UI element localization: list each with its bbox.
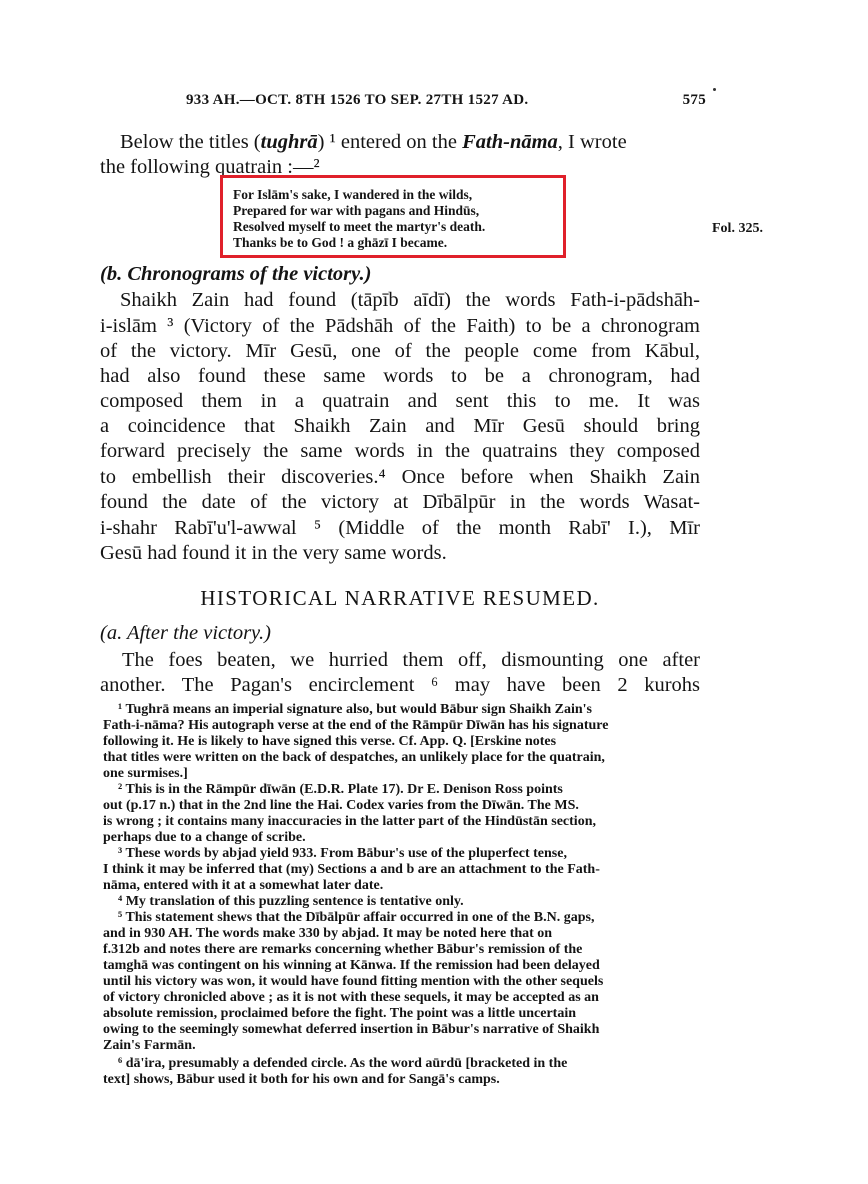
footnote-line: is wrong ; it contains many inaccuracies in the latter part of the Hindūstān section, xyxy=(103,814,596,829)
body-line: forward precisely the same words in the quatrains they composed xyxy=(100,440,700,462)
body-line: composed them in a quatrain and sent this to me. It was xyxy=(100,390,700,412)
footnote-line: of victory chronicled above ; as it is not with these sequels, it may be accepted as an xyxy=(103,990,599,1005)
footnote-line: tamghā was contingent on his winning at Kānwa. If the remission had been delayed xyxy=(103,958,600,973)
intro-line-1 xyxy=(120,130,700,155)
body-line: to embellish their discoveries.⁴ Once before when Shaikh Zain xyxy=(100,466,700,488)
footnote-line: ⁵ This statement shews that the Dībālpūr affair occurred in one of the B.N. gaps, xyxy=(118,910,595,925)
body-line: had also found these same words to be a chronogram, had xyxy=(100,365,700,387)
footnote-line: one surmises.] xyxy=(103,766,188,781)
footnote-line: I think it may be inferred that (my) Sections a and b are an attachment to the Fath- xyxy=(103,862,600,877)
footnote-line: ³ These words by abjad yield 933. From Bābur's use of the pluperfect tense, xyxy=(118,846,567,861)
quatrain-line: Thanks be to God ! a ghāzī I became. xyxy=(233,235,448,250)
footnote-line: ¹ Tughrā means an imperial signature also, but would Bābur sign Shaikh Zain's xyxy=(118,702,592,717)
page-number: 575 xyxy=(682,92,706,108)
running-head-title: 933 AH.—OCT. 8TH 1526 TO SEP. 27TH 1527 AD. xyxy=(186,92,529,108)
footnote-line: ² This is in the Rāmpūr dīwān (E.D.R. Plate 17). Dr E. Denison Ross points xyxy=(118,782,563,797)
footnote-line: following it. He is likely to have signed this verse. Cf. App. Q. [Erskine notes xyxy=(103,734,557,749)
footnote-line: perhaps due to a change of scribe. xyxy=(103,830,306,845)
body-line: a coincidence that Shaikh Zain and Mīr Gesū should bring xyxy=(100,415,700,437)
footnote-line: ⁴ My translation of this puzzling sentence is tentative only. xyxy=(118,894,464,909)
footnote-line: that titles were written on the back of despatches, an unlikely place for the quatrain, xyxy=(103,750,605,765)
intro-tughra: tughrā xyxy=(260,131,318,153)
footnote-line: absolute remission, proclaimed before the fight. The point was a little uncertain xyxy=(103,1006,577,1021)
intro-text: ) ¹ entered on the xyxy=(317,131,463,153)
footnote-line: text] shows, Bābur used it both for his own and for Sangā's camps. xyxy=(103,1072,500,1087)
footnote-line: nāma, entered with it at a somewhat later date. xyxy=(103,878,384,893)
footnote-line: Fath-i-nāma? His autograph verse at the end of the Rāmpūr Dīwān has his signature xyxy=(103,718,609,733)
running-head xyxy=(186,92,706,109)
body-line: of the victory. Mīr Gesū, one of the people come from Kābul, xyxy=(100,340,700,362)
intro-fathnama: Fath-nāma xyxy=(462,131,558,153)
footnote-line: out (p.17 n.) that in the 2nd line the Hai. Codex varies from the Dīwān. The MS. xyxy=(103,798,579,813)
section-b-heading: (b. Chronograms of the victory.) xyxy=(100,263,372,285)
body-line: another. The Pagan's encirclement ⁶ may have been 2 kurohs xyxy=(100,674,700,696)
ink-speck xyxy=(713,88,716,91)
body-line: i-shahr Rabī'u'l-awwal ⁵ (Middle of the month Rabī' I.), Mīr xyxy=(100,517,700,539)
footnote-line: f.312b and notes there are remarks concerning whether Bābur's remission of the xyxy=(103,942,583,957)
footnote-line: ⁶ dā'ira, presumably a defended circle. As the word aūrdū [bracketed in the xyxy=(118,1056,568,1071)
footnote-line: and in 930 AH. The words make 330 by abjad. It may be noted here that on xyxy=(103,926,553,941)
body-line: Shaikh Zain had found (tāpīb aīdī) the words Fath-i-pādshāh- xyxy=(120,289,700,311)
footnote-line: until his victory was won, it would have found fitting mention with the other sequels xyxy=(103,974,604,989)
intro-text: Below the titles ( xyxy=(120,131,261,153)
body-line: i-islām ³ (Victory of the Pādshāh of the Faith) to be a chronogram xyxy=(100,315,700,337)
footnote-line: owing to the seemingly somewhat deferred insertion in Bābur's narrative of Shaikh xyxy=(103,1022,600,1037)
footnote-line: Zain's Farmān. xyxy=(103,1038,196,1053)
body-line: The foes beaten, we hurried them off, dismounting one after xyxy=(122,649,700,671)
margin-note: Fol. 325. xyxy=(712,221,763,236)
quatrain-line: For Islām's sake, I wandered in the wilds, xyxy=(233,187,473,202)
section-heading: HISTORICAL NARRATIVE RESUMED. xyxy=(200,586,600,610)
quatrain-line: Prepared for war with pagans and Hindūs, xyxy=(233,203,480,218)
body-line: Gesū had found it in the very same words. xyxy=(100,542,447,564)
subsection-heading: (a. After the victory.) xyxy=(100,622,271,644)
quatrain-line: Resolved myself to meet the martyr's death. xyxy=(233,219,486,234)
intro-line-2: the following quatrain :—² xyxy=(100,156,320,178)
intro-text: , I wrote xyxy=(557,131,627,153)
body-line: found the date of the victory at Dībālpūr in the words Wasat- xyxy=(100,491,700,513)
